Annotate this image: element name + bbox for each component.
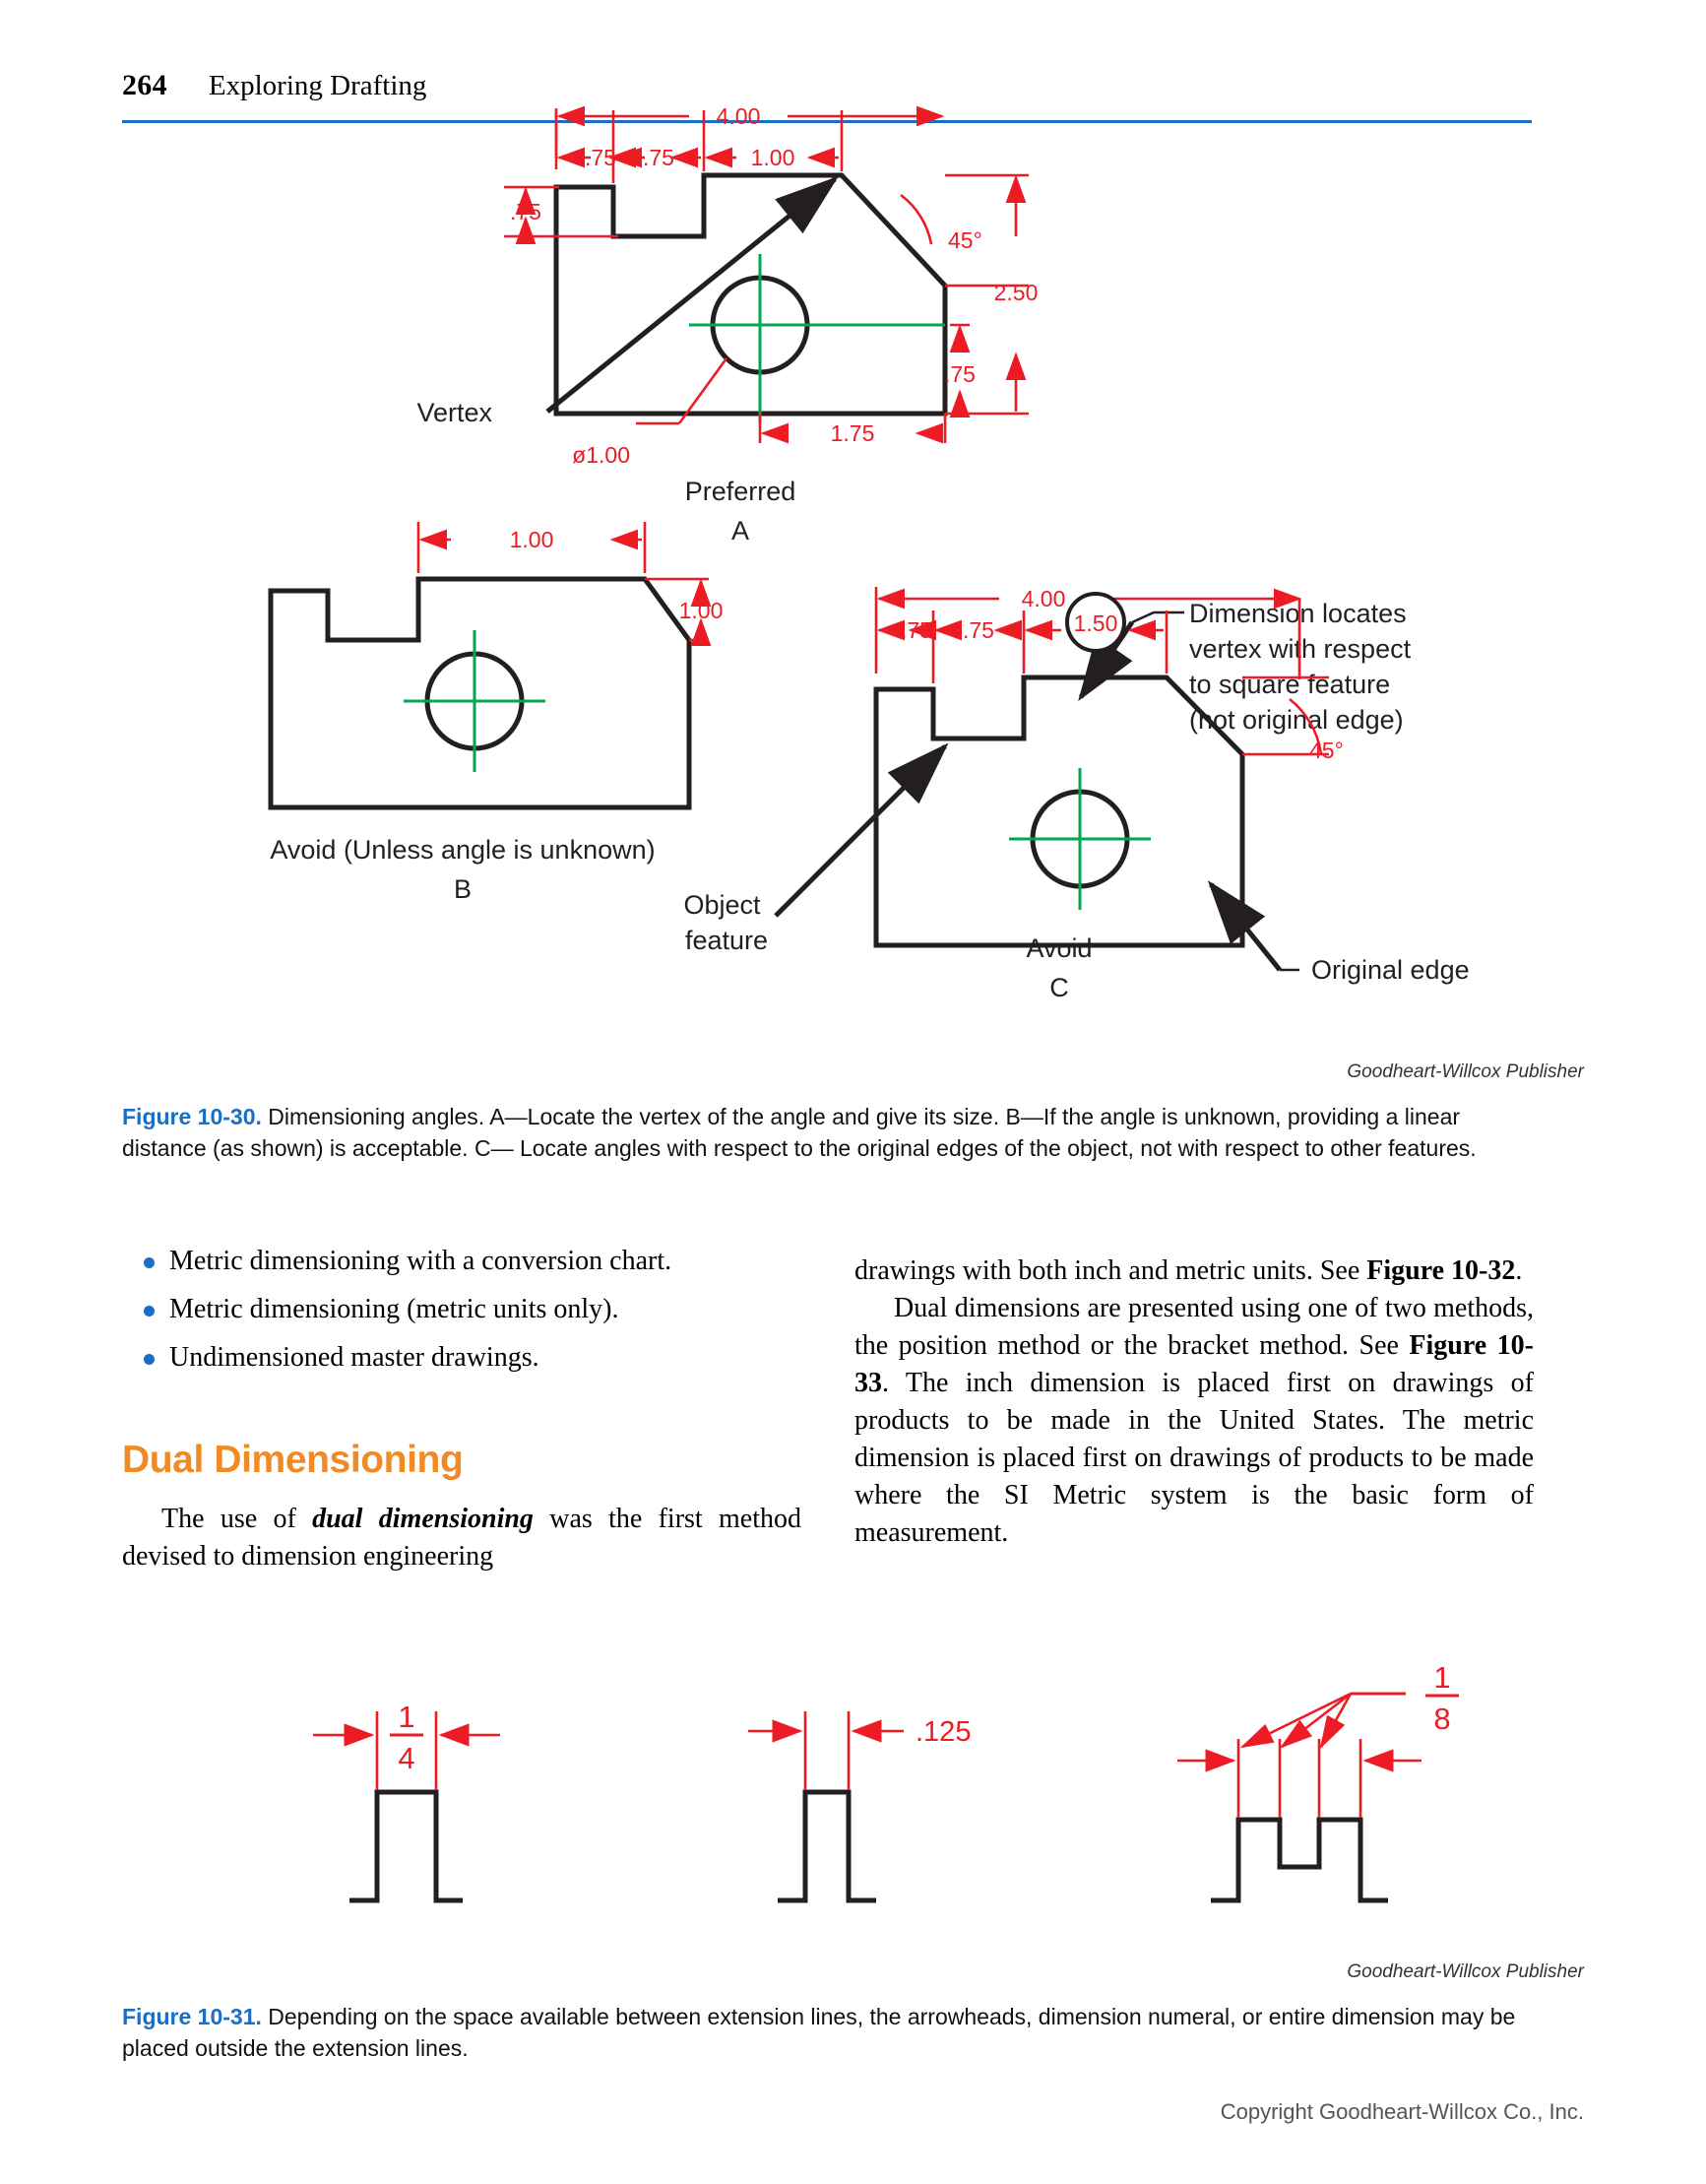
svg-text:.75: .75: [944, 361, 976, 387]
view-b-object: [271, 579, 689, 807]
figure-10-30-graphic: [0, 103, 1706, 1063]
right-para-b: .: [1515, 1255, 1523, 1286]
svg-text:.75: .75: [901, 617, 932, 643]
right-paragraph-1: [854, 1253, 1534, 1290]
right-para2-a: Dual dimensions are presented using one of two methods, the position method or the bracket method. See: [854, 1293, 1534, 1361]
view-c-object-feature-leader: [683, 746, 945, 955]
book-title: Exploring Drafting: [208, 70, 427, 101]
svg-text:1.00: 1.00: [750, 145, 795, 170]
view-c-note: [1081, 599, 1419, 735]
fig31-view2-value: .125: [916, 1716, 972, 1748]
left-para-b: was the first method devised to dimension engineering: [122, 1504, 802, 1572]
svg-text:.75: .75: [643, 145, 674, 170]
figure-10-31-caption: [122, 2001, 1534, 2064]
view-a-centerlines: [689, 254, 945, 423]
left-column: [122, 1243, 801, 1575]
svg-text:2.50: 2.50: [993, 280, 1039, 305]
view-b-centerlines: [404, 630, 545, 772]
view-a-object: [556, 175, 945, 414]
figure-10-30-caption-text: Dimensioning angles. A—Locate the vertex of the angle and give its size. B—If the angle is unknown, providing a linear distance (as shown) is acceptable. C— Locate angles with respect to the original edges of the object, not with respect to other features.: [122, 1104, 1477, 1161]
list-item: Metric dimensioning (metric units only).: [122, 1291, 801, 1328]
section-heading: Dual Dimensioning: [122, 1439, 464, 1481]
svg-text:ø1.00: ø1.00: [572, 442, 630, 468]
running-head: [122, 69, 1589, 102]
svg-text:1.50: 1.50: [1073, 610, 1118, 636]
view-a-vertex-leader: [547, 179, 835, 412]
view-c-title: Avoid: [1026, 933, 1093, 963]
view-b-dim-text: [510, 527, 724, 623]
figure-10-30-svg: [0, 103, 1706, 1063]
left-para-a: The use of: [161, 1504, 313, 1534]
figure-10-31-credit: Goodheart-Willcox Publisher: [1347, 1961, 1584, 1982]
svg-text:4.00: 4.00: [716, 103, 761, 129]
figure-10-31-graphic: [0, 1660, 1706, 1969]
fig31-view3-numerator: 1: [1433, 1660, 1451, 1695]
figure-10-31-svg: [0, 1660, 1706, 1969]
view-c-object: [876, 677, 1242, 945]
figure-10-30-number: Figure 10-30.: [122, 1104, 262, 1129]
figure-10-30-caption: [122, 1101, 1534, 1164]
figure-10-33-ref: Figure 10-33: [854, 1330, 1534, 1398]
svg-text:.75: .75: [963, 617, 994, 643]
svg-text:Object feature: Object feature: [683, 890, 768, 955]
figure-10-30-credit: Goodheart-Willcox Publisher: [1347, 1061, 1584, 1082]
svg-text:4.00: 4.00: [1021, 586, 1066, 611]
right-paragraph-2: [854, 1290, 1534, 1552]
view-c-original-edge-label: Original edge: [1311, 955, 1470, 985]
figure-10-31-number: Figure 10-31.: [122, 2004, 262, 2029]
list-item: Metric dimensioning with a conversion chart.: [122, 1243, 801, 1280]
fig31-view-1: [313, 1700, 500, 1900]
svg-text:1.00: 1.00: [678, 598, 724, 623]
fig31-view1-numerator: 1: [398, 1700, 415, 1734]
view-a-title: Preferred: [684, 477, 796, 506]
copyright-notice: Copyright Goodheart-Willcox Co., Inc.: [1220, 2099, 1584, 2124]
view-c-original-edge-leader: [1211, 884, 1470, 985]
svg-text:Dimension locates ve: Dimension locates vertex with respect to square feature (not original edge): [1189, 599, 1412, 735]
svg-text:45°: 45°: [948, 227, 982, 253]
view-c-letter: C: [1049, 973, 1069, 1002]
method-bullet-list: [122, 1243, 801, 1377]
list-item: Undimensioned master drawings.: [122, 1339, 801, 1377]
svg-text:45°: 45°: [1309, 738, 1344, 763]
view-c-centerlines: [1009, 768, 1151, 910]
svg-text:1.75: 1.75: [830, 420, 875, 446]
svg-text:1.00: 1.00: [509, 527, 554, 552]
view-a-letter: A: [730, 516, 750, 546]
right-para-a: drawings with both inch and metric units. See: [854, 1255, 1367, 1286]
right-para2-b: . The inch dimension is placed first on drawings of products to be made in the United States. The metric dimension is placed first on drawings of products to be made where the SI Metric system is the basic form of measurement.: [854, 1368, 1534, 1548]
figure-10-31-caption-text: Depending on the space available between extension lines, the arrowheads, dimension numeral, or entire dimension may be placed outside the extension lines.: [122, 2004, 1516, 2061]
left-para-italic: dual dimensioning: [312, 1504, 534, 1534]
right-column: [854, 1253, 1534, 1552]
svg-text:.75: .75: [585, 145, 616, 170]
fig31-view3-denominator: 8: [1433, 1702, 1451, 1736]
fig31-view1-denominator: 4: [398, 1741, 415, 1775]
fig31-view-3: [1177, 1660, 1459, 1900]
fig31-view-2: [748, 1711, 971, 1900]
figure-10-32-ref: Figure 10-32: [1366, 1255, 1516, 1286]
left-paragraph: [122, 1501, 801, 1575]
view-b-letter: B: [453, 874, 473, 904]
view-b-title: Avoid (Unless angle is unknown): [270, 835, 656, 865]
svg-text:.75: .75: [510, 199, 541, 225]
header-rule: [122, 120, 1532, 123]
page-number: 264: [122, 69, 167, 101]
view-a-vertex-label: Vertex: [416, 398, 492, 427]
